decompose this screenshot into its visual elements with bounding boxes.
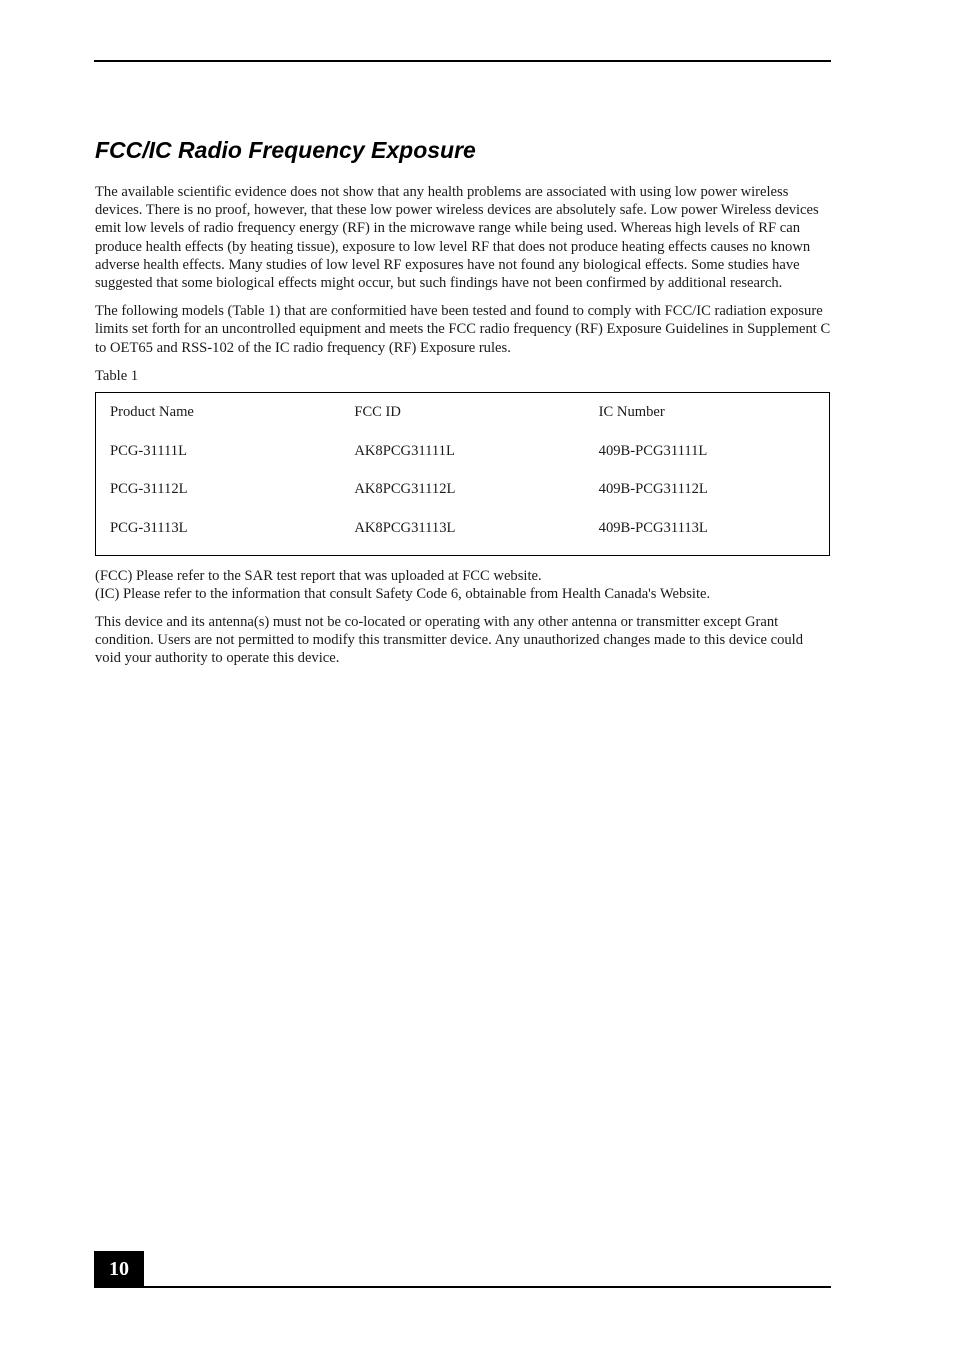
footer-rule <box>94 1286 831 1288</box>
ic-number-cell: 409B-PCG31112L <box>598 481 708 498</box>
notes-block <box>95 567 831 603</box>
table-caption: Table 1 <box>95 367 139 384</box>
header-ic-number: IC Number <box>598 404 665 421</box>
fcc-id-cell: AK8PCG31111L <box>354 442 455 459</box>
section-heading: FCC/IC Radio Frequency Exposure <box>95 137 476 163</box>
fcc-id-cell: AK8PCG31112L <box>354 481 456 498</box>
table-row <box>96 480 829 519</box>
intro-paragraph: The available scientific evidence does not show that any health problems are associated with using low power wireless devices. There is no proof, however, that these low power wireless devices are absolutely safe. Low power Wireless devices emit low levels of radio frequency energy (RF) in the microwave range while being used. Whereas high levels of RF can produce health effects (by heating tissue), exposure to low level RF that does not produce heating effects causes no known adverse health effects. Many studies of low level RF exposures have not found any biological effects. Some studies have suggested that some biological effects might occur, but such findings have not been confirmed by additional research. <box>95 184 819 292</box>
page-number: 10 <box>94 1251 144 1287</box>
models-paragraph: The following models (Table 1) that are conformitied have been tested and found to comply with FCC/IC radiation exposure limits set forth for an uncontrolled equipment and meets the FCC radio frequency (RF) Exposure Guidelines in Supplement C to OET65 and RSS-102 of the IC radio frequency (RF) Exposure rules. <box>95 303 831 356</box>
ic-number-cell: 409B-PCG31111L <box>598 442 708 459</box>
header-product-name: Product Name <box>110 404 194 421</box>
header-rule <box>94 60 831 62</box>
fcc-note: (FCC) Please refer to the SAR test report that was uploaded at FCC website. <box>95 567 542 584</box>
table-row <box>96 519 829 555</box>
table-row <box>96 442 829 481</box>
models-table <box>95 392 830 556</box>
product-name-cell: PCG-31112L <box>110 481 188 498</box>
ic-number-cell: 409B-PCG31113L <box>598 519 708 536</box>
product-name-cell: PCG-31111L <box>110 442 188 459</box>
product-name-cell: PCG-31113L <box>110 519 188 536</box>
page-content <box>95 134 831 677</box>
table-header-row <box>96 403 829 442</box>
colocation-paragraph: This device and its antenna(s) must not be co-located or operating with any other antenna or transmitter except Grant condition. Users are not permitted to modify this transmitter device. Any unauthorized changes made to this device could void your authority to operate this device. <box>95 613 804 666</box>
fcc-id-cell: AK8PCG31113L <box>354 519 456 536</box>
header-fcc-id: FCC ID <box>354 404 401 421</box>
ic-note: (IC) Please refer to the information that consult Safety Code 6, obtainable from Health Canada's Website. <box>95 585 711 602</box>
